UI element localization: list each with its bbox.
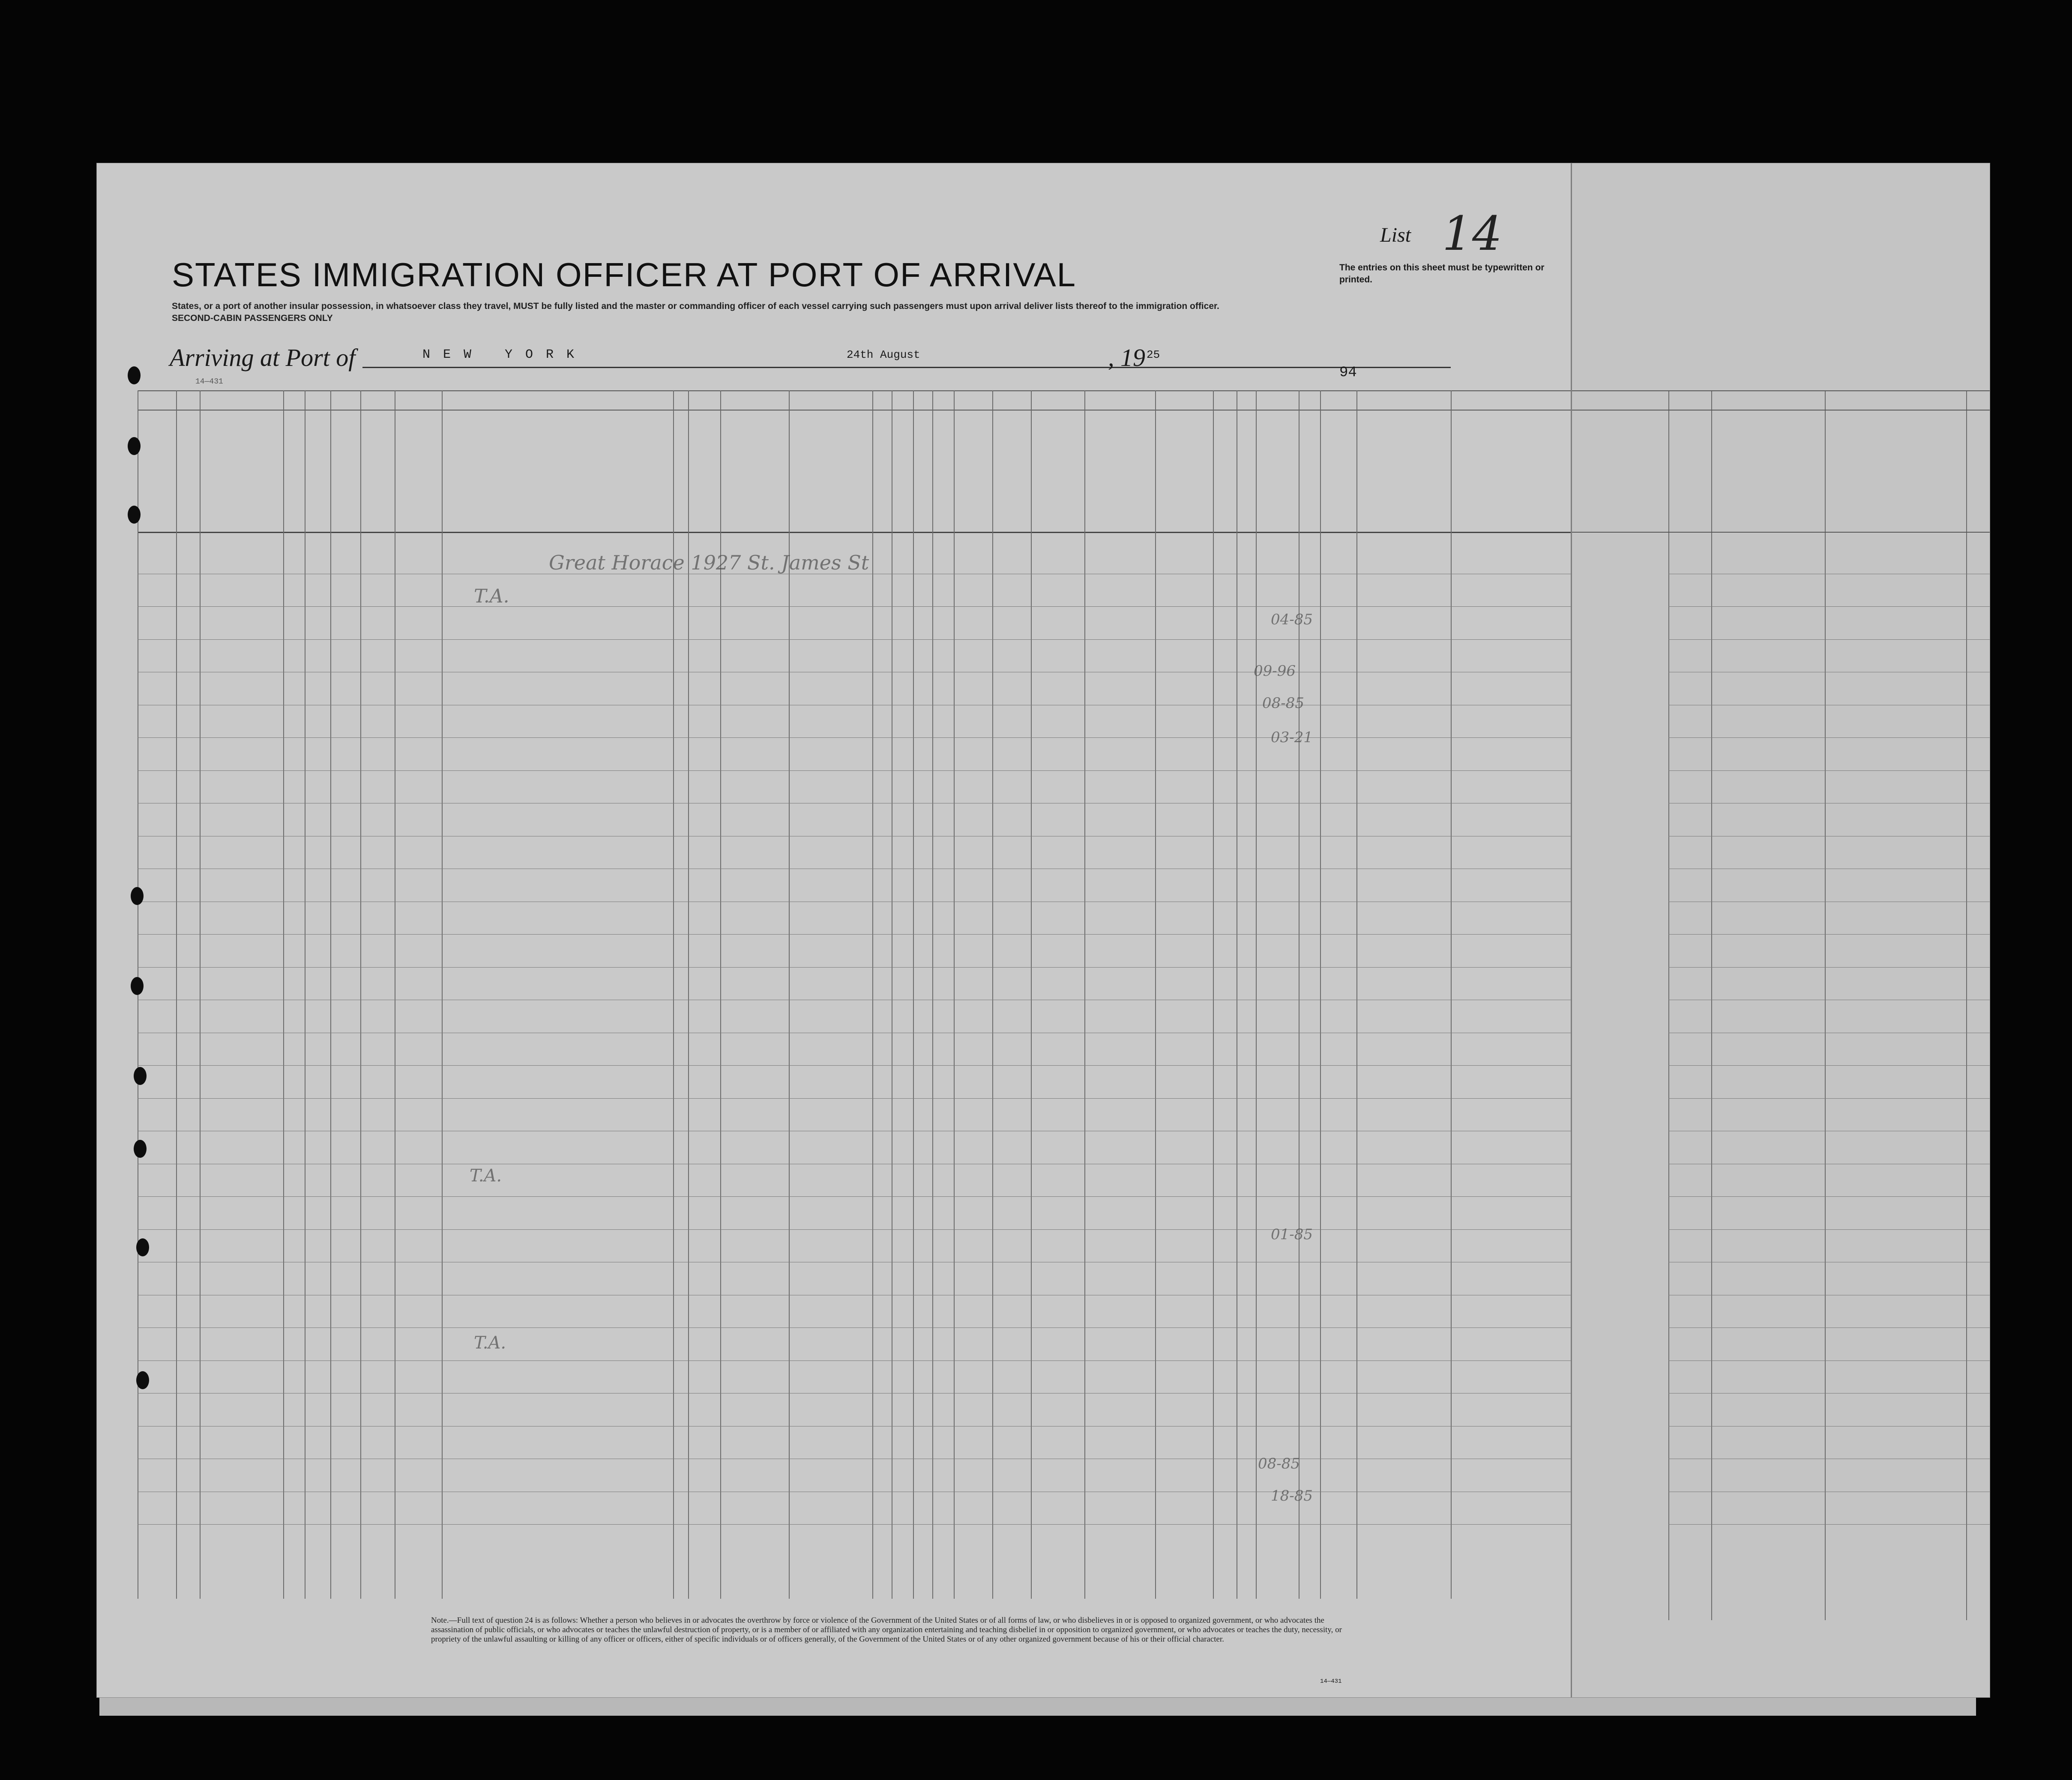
list-note: The entries on this sheet must be typewritten or printed. [1339,263,1545,285]
page-title: STATES IMMIGRATION OFFICER AT PORT OF ARRIVAL [172,256,1077,294]
list-label: List [1380,224,1411,246]
header-number-rule [138,410,1571,411]
punch-hole [128,366,141,384]
row-rule [138,1229,1571,1230]
year-prefix: , 19 [1108,344,1145,372]
handwritten-mark-29: 18-85 [1271,1487,1313,1504]
handwritten-mark-28: 08-85 [1258,1455,1300,1472]
right-header-rule [1572,532,1990,533]
column-rule [176,390,177,1599]
handwritten-ta-1: T.A. [474,585,509,607]
handwritten-mark-5: 08-85 [1262,695,1305,712]
right-column-rule [1825,390,1826,1620]
right-row-rule [1668,737,1990,738]
handwritten-address: Great Horace 1927 St. James St [549,551,869,574]
list-number: 14 [1442,206,1502,261]
punch-hole [128,506,141,524]
footnote: Note.—Full text of question 24 is as follows: Whether a person who believes in or advocates the overthrow by force or violence of the Government of the United States or of all forms of law, or who disbelieves in or is opposed to organized government, or who advocates the assassination of public officials, or who advocates or teaches the unlawful destruction of property, or is a member of or affiliated with any organization entertaining and teaching disbelief in or opposition to organized government, or who advocates or teaches the duty, necessity, or propriety of the unlawful assaulting or killing of any officer or officers, either of specific individuals or of officers generally, of the Government of the United States or of any other organized government because of his or their official character. [431,1616,1342,1644]
row-rule [138,606,1571,607]
column-rule [992,390,993,1599]
punch-hole [134,1067,147,1085]
column-rule [283,390,284,1599]
punch-hole [134,1140,147,1158]
manifest-sheet [96,163,1990,1698]
right-row-rule [1668,770,1990,771]
right-page [1571,163,1990,1697]
arriving-label: Arriving at Port of [170,344,356,372]
column-rule [330,390,331,1599]
column-rule [360,390,361,1599]
column-rule [1155,390,1156,1599]
column-rule [872,390,873,1599]
punch-hole [131,887,144,905]
right-row-rule [1668,967,1990,968]
column-rule [1084,390,1085,1599]
punch-hole [136,1371,149,1389]
column-rule [1320,390,1321,1599]
punch-hole [136,1238,149,1256]
column-rule [1256,390,1257,1599]
punch-hole [131,977,144,995]
right-row-rule [1668,1098,1990,1099]
row-rule [138,1098,1571,1099]
row-rule [138,639,1571,640]
handwritten-ta-3: T.A. [470,1166,502,1186]
column-rule [954,390,955,1599]
handwritten-mark-3: 09-96 [1254,662,1296,680]
cabin-class: SECOND-CABIN PASSENGERS ONLY [172,313,333,323]
form-code-bottom: 14—431 [1320,1678,1342,1685]
right-row-rule [1668,606,1990,607]
row-rule [138,770,1571,771]
column-rule [913,390,914,1599]
handwritten-ta-2: T.A. [474,1333,506,1353]
port-value: NEW YORK [422,348,587,362]
right-row-rule [1668,639,1990,640]
row-rule [138,967,1571,968]
right-column-rule [1668,390,1669,1620]
punch-hole [128,437,141,455]
instructions-text [172,300,1479,324]
column-rule [442,390,443,1599]
right-row-rule [1668,1524,1990,1525]
form-code-top: 14—431 [195,378,223,386]
handwritten-mark-22: 01-85 [1271,1226,1313,1243]
handwritten-mark-6: 03-21 [1271,729,1313,746]
row-rule [138,1196,1571,1197]
instructions: States, or a port of another insular possession, in whatsoever class they travel, MUST be fully listed and the master or commanding officer of each vessel carrying such passengers must upon arrival deliver lists thereof to the immigration officer. [172,301,1219,311]
right-row-rule [1668,1229,1990,1230]
right-header-rule [1572,390,1990,391]
right-column-rule [1711,390,1712,1620]
row-rule [138,1065,1571,1066]
header-bottom-rule [138,532,1571,533]
column-rule [200,390,201,1599]
column-rule [1031,390,1032,1599]
row-rule [138,934,1571,935]
column-rule [1213,390,1214,1599]
right-header-rule [1572,410,1990,411]
column-rule [1451,390,1452,1599]
page-number: 94 [1339,365,1357,381]
right-row-rule [1668,934,1990,935]
row-rule [138,737,1571,738]
handwritten-mark-2: 04-85 [1271,611,1313,628]
right-row-rule [1668,1196,1990,1197]
year-suffix: 25 [1147,348,1160,361]
right-row-rule [1668,1065,1990,1066]
date-value: 24th August [847,348,920,361]
header-top-rule [138,390,1571,391]
column-rule [1356,390,1357,1599]
row-rule [138,1360,1571,1361]
right-row-rule [1668,1360,1990,1361]
right-column-rule [1966,390,1967,1620]
column-rule [932,390,933,1599]
row-rule [138,1524,1571,1525]
arriving-underline [362,367,1451,368]
